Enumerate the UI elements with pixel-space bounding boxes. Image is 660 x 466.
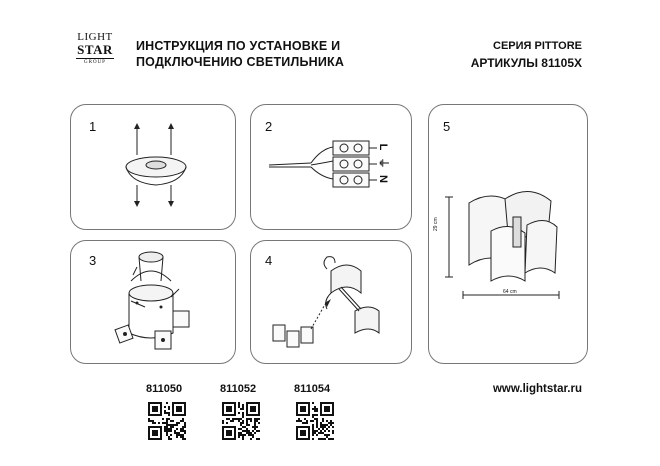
step-number-4: 4: [265, 253, 273, 268]
series-name: СЕРИЯ PITTORE: [493, 40, 582, 52]
article-811052: 811052: [220, 383, 257, 395]
article-range: АРТИКУЛЫ 81105X: [470, 56, 582, 70]
logo-line-2: STAR: [77, 42, 113, 57]
terminal-label-live: L: [377, 143, 389, 151]
title-line-1: ИНСТРУКЦИЯ ПО УСТАНОВКЕ И: [136, 39, 341, 53]
step-panel-5: [428, 104, 588, 364]
qr-code-811050: [148, 402, 186, 440]
ceiling-mount-illustration: [71, 105, 237, 231]
dimensions-illustration: [429, 105, 589, 365]
terminal-labels: [377, 139, 389, 187]
step-number-2: 2: [265, 119, 273, 134]
website-link[interactable]: www.lightstar.ru: [492, 383, 582, 395]
title-line-2: ПОДКЛЮЧЕНИЮ СВЕТИЛЬНИКА: [136, 55, 345, 69]
document-title: [136, 38, 344, 70]
fixture-assembly-illustration: [71, 241, 237, 365]
article-811054: 811054: [294, 383, 331, 395]
step-panel-3: [70, 240, 236, 364]
logo-line-1: LIGHT: [77, 31, 113, 43]
width-dimension: 64 cm: [503, 289, 517, 295]
article-811050: 811050: [146, 383, 183, 395]
logo-line-3: GROUP: [76, 58, 114, 66]
qr-code-811054: [296, 402, 334, 440]
step-number-1: 1: [89, 119, 97, 134]
step-panel-4: [250, 240, 412, 364]
step-panel-1: [70, 104, 236, 230]
step-number-3: 3: [89, 253, 97, 268]
step-panel-2: [250, 104, 412, 230]
brand-logo: [76, 32, 114, 76]
height-dimension: 29 cm: [433, 217, 439, 231]
shade-install-illustration: [251, 241, 413, 365]
terminal-label-neutral: N: [377, 175, 389, 183]
series-info: [471, 38, 582, 72]
qr-code-811052: [222, 402, 260, 440]
terminal-label-ground: ⏚: [377, 157, 389, 169]
step-number-5: 5: [443, 119, 451, 134]
